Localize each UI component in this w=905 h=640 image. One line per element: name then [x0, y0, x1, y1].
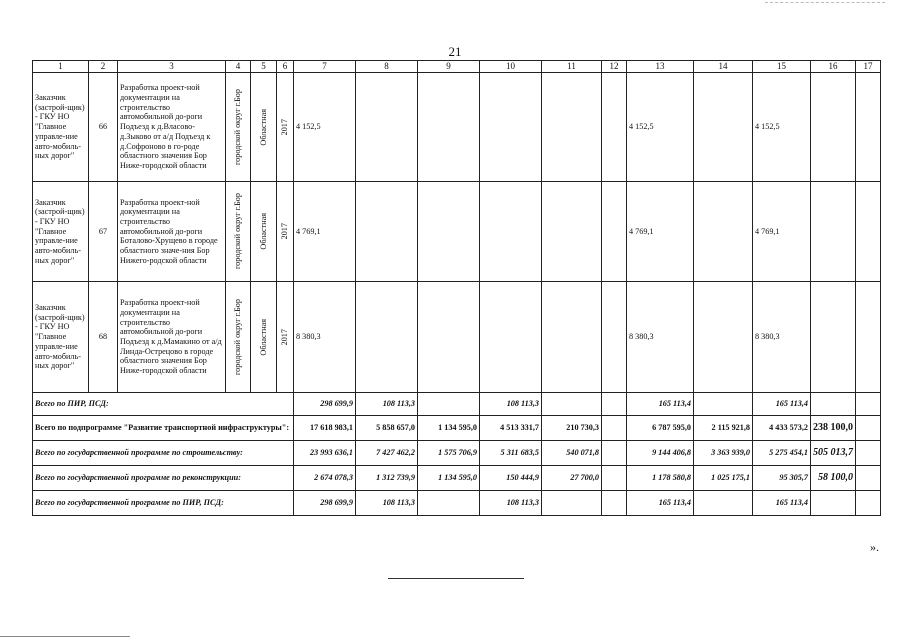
value-cell	[418, 73, 480, 182]
total-value: 165 113,4	[627, 491, 694, 516]
value-cell: 4 152,5	[294, 73, 356, 182]
customer-cell: Заказчик (застрой-щик) - ГКУ НО "Главное управле-ние авто-мобиль-ных дорог"	[33, 282, 89, 393]
value-cell	[542, 182, 602, 282]
territory-text: городской округ г.Бор	[233, 193, 243, 270]
total-value: 298 699,9	[294, 393, 356, 416]
total-value: 7 427 462,2	[356, 441, 418, 466]
col-header: 3	[118, 61, 226, 73]
value-cell	[480, 73, 542, 182]
total-value	[694, 491, 753, 516]
total-value: 1 178 580,8	[627, 466, 694, 491]
territory-cell	[226, 182, 251, 282]
total-value	[542, 491, 602, 516]
scan-edge-line	[765, 2, 885, 3]
value-cell: 4 769,1	[294, 182, 356, 282]
col-header: 10	[480, 61, 542, 73]
col-header: 11	[542, 61, 602, 73]
total-value	[856, 393, 881, 416]
total-value: 3 363 939,0	[694, 441, 753, 466]
row-number: 66	[89, 73, 118, 182]
table-row	[33, 73, 881, 182]
ownership-cell	[251, 182, 277, 282]
total-value	[418, 491, 480, 516]
customer-cell: Заказчик (застрой-щик) - ГКУ НО "Главное управле-ние авто-мобиль-ных дорог"	[33, 182, 89, 282]
footer-divider	[388, 578, 524, 579]
total-value: 2 674 078,3	[294, 466, 356, 491]
description-cell: Разработка проект-ной документации на строительство автомобильной до-роги Подъезд к д.Власово-д.Зыково от а/д Подъезд к д.Софроново в го-роде областного значения Бор Ниже-городской области	[118, 73, 226, 182]
territory-text: городской округ г.Бор	[233, 88, 243, 165]
total-value: 9 144 406,8	[627, 441, 694, 466]
col-header: 8	[356, 61, 418, 73]
total-value: 5 858 657,0	[356, 416, 418, 441]
col-header: 6	[277, 61, 294, 73]
total-value: 165 113,4	[627, 393, 694, 416]
col-header: 4	[226, 61, 251, 73]
ownership-text: Областная	[258, 108, 268, 146]
total-value	[856, 416, 881, 441]
total-value	[602, 416, 627, 441]
value-cell: 4 152,5	[627, 73, 694, 182]
total-value: 1 312 739,9	[356, 466, 418, 491]
value-cell	[694, 182, 753, 282]
col-header: 5	[251, 61, 277, 73]
col-header: 17	[856, 61, 881, 73]
value-cell	[811, 282, 856, 393]
total-value: 4 433 573,2	[753, 416, 811, 441]
investment-table	[32, 60, 881, 516]
value-cell	[356, 73, 418, 182]
col-header: 12	[602, 61, 627, 73]
row-number: 67	[89, 182, 118, 282]
value-cell	[856, 73, 881, 182]
value-cell: 4 152,5	[753, 73, 811, 182]
total-value: 2 115 921,8	[694, 416, 753, 441]
total-value: 298 699,9	[294, 491, 356, 516]
ownership-cell	[251, 282, 277, 393]
total-value	[856, 466, 881, 491]
value-cell	[418, 182, 480, 282]
territory-cell	[226, 73, 251, 182]
col-header: 14	[694, 61, 753, 73]
total-value: 5 311 683,5	[480, 441, 542, 466]
col-header: 15	[753, 61, 811, 73]
total-value: 210 730,3	[542, 416, 602, 441]
value-cell	[542, 73, 602, 182]
value-cell	[694, 282, 753, 393]
total-row	[33, 441, 881, 466]
total-value: 1 134 595,0	[418, 416, 480, 441]
value-cell: 8 380,3	[294, 282, 356, 393]
total-value: 108 113,3	[480, 393, 542, 416]
total-value	[694, 393, 753, 416]
year-text: 2017	[280, 223, 290, 240]
total-value: 1 134 595,0	[418, 466, 480, 491]
col-header: 13	[627, 61, 694, 73]
total-row	[33, 491, 881, 516]
total-value: 6 787 595,0	[627, 416, 694, 441]
total-value	[602, 491, 627, 516]
total-label: Всего по государственной программе по строительству:	[33, 441, 294, 466]
total-value: 165 113,4	[753, 491, 811, 516]
ownership-text: Областная	[258, 213, 268, 250]
total-value	[811, 491, 856, 516]
total-value: 4 513 331,7	[480, 416, 542, 441]
value-cell	[480, 182, 542, 282]
total-value	[602, 393, 627, 416]
year-cell	[277, 282, 294, 393]
territory-cell	[226, 282, 251, 393]
customer-cell: Заказчик (застрой-щик) - ГКУ НО "Главное управле-ние авто-мобиль-ных дорог"	[33, 73, 89, 182]
value-cell	[356, 282, 418, 393]
total-value: 5 275 454,1	[753, 441, 811, 466]
total-row	[33, 416, 881, 441]
total-value: 27 700,0	[542, 466, 602, 491]
value-cell	[811, 73, 856, 182]
closing-quote: ».	[870, 540, 879, 554]
value-cell	[602, 282, 627, 393]
total-value	[602, 466, 627, 491]
total-value: 540 071,8	[542, 441, 602, 466]
table-row	[33, 282, 881, 393]
year-text: 2017	[280, 118, 290, 136]
total-value: 58 100,0	[811, 466, 856, 491]
total-value	[418, 393, 480, 416]
total-value: 108 113,3	[356, 393, 418, 416]
value-cell	[602, 182, 627, 282]
col-header: 1	[33, 61, 89, 73]
year-cell	[277, 73, 294, 182]
total-value: 150 444,9	[480, 466, 542, 491]
col-header: 2	[89, 61, 118, 73]
total-label: Всего по государственной программе по ПИР, ПСД:	[33, 491, 294, 516]
row-number: 68	[89, 282, 118, 393]
value-cell: 4 769,1	[753, 182, 811, 282]
total-value: 505 013,7	[811, 441, 856, 466]
total-row	[33, 466, 881, 491]
column-number-row	[33, 61, 881, 73]
value-cell: 4 769,1	[627, 182, 694, 282]
total-value	[856, 491, 881, 516]
total-row	[33, 393, 881, 416]
total-value: 95 305,7	[753, 466, 811, 491]
total-value: 108 113,3	[480, 491, 542, 516]
value-cell: 8 380,3	[753, 282, 811, 393]
description-cell: Разработка проект-ной документации на строительство автомобильной до-роги Подъезд к д.Мамакино от а/д Линда-Острецово в городе областного значения Бор Ниже-городской области	[118, 282, 226, 393]
value-cell	[811, 182, 856, 282]
value-cell	[356, 182, 418, 282]
total-label: Всего по государственной программе по реконструкции:	[33, 466, 294, 491]
total-value: 165 113,4	[753, 393, 811, 416]
total-value: 1 575 706,9	[418, 441, 480, 466]
total-value: 17 618 983,1	[294, 416, 356, 441]
year-cell	[277, 182, 294, 282]
total-value	[811, 393, 856, 416]
value-cell	[480, 282, 542, 393]
total-value	[542, 393, 602, 416]
total-value: 23 993 636,1	[294, 441, 356, 466]
scan-corner-line	[0, 636, 130, 637]
year-text: 2017	[280, 328, 290, 346]
col-header: 16	[811, 61, 856, 73]
value-cell: 8 380,3	[627, 282, 694, 393]
total-value: 1 025 175,1	[694, 466, 753, 491]
ownership-cell	[251, 73, 277, 182]
table-row	[33, 182, 881, 282]
col-header: 7	[294, 61, 356, 73]
col-header: 9	[418, 61, 480, 73]
total-value	[856, 441, 881, 466]
value-cell	[542, 282, 602, 393]
ownership-text: Областная	[258, 318, 268, 356]
value-cell	[418, 282, 480, 393]
value-cell	[602, 73, 627, 182]
page-number: 21	[448, 44, 462, 59]
value-cell	[694, 73, 753, 182]
description-cell: Разработка проект-ной документации на строительство автомобильной до-роги Боталово-Хрущево в городе областного значе-ния Бор Нижего-родской области	[118, 182, 226, 282]
total-label: Всего по ПИР, ПСД:	[33, 393, 294, 416]
value-cell	[856, 282, 881, 393]
value-cell	[856, 182, 881, 282]
territory-text: городской округ г.Бор	[233, 298, 243, 375]
total-value: 238 100,0	[811, 416, 856, 441]
total-value	[602, 441, 627, 466]
total-value: 108 113,3	[356, 491, 418, 516]
total-label: Всего по подпрограмме "Развитие транспортной инфраструктуры":	[33, 416, 294, 441]
